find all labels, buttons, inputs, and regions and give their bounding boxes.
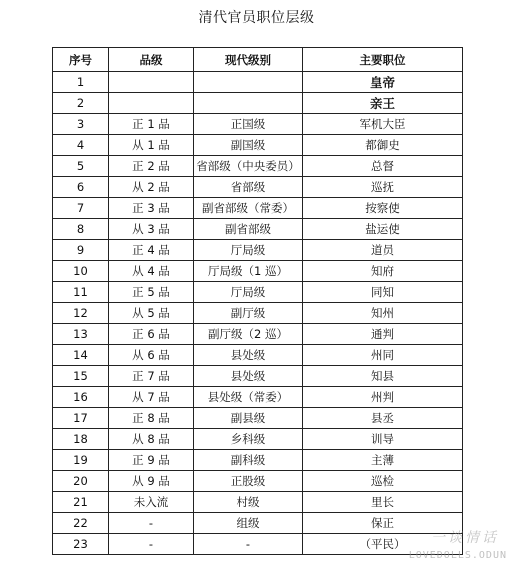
- table-row: [53, 282, 463, 303]
- cell-index: 13: [53, 324, 109, 345]
- cell-grade: 从 5 品: [109, 303, 194, 324]
- cell-grade: -: [109, 534, 194, 555]
- cell-modern-level: 副国级: [194, 135, 303, 156]
- cell-grade: 正 2 品: [109, 156, 194, 177]
- table-row: [53, 219, 463, 240]
- cell-modern-level: 县处级: [194, 366, 303, 387]
- cell-modern-level: -: [194, 534, 303, 555]
- cell-grade: 正 5 品: [109, 282, 194, 303]
- cell-modern-level: 村级: [194, 492, 303, 513]
- cell-modern-level: 副省部级（常委）: [194, 198, 303, 219]
- cell-main-post: 道员: [303, 240, 463, 261]
- cell-index: 16: [53, 387, 109, 408]
- cell-index: 20: [53, 471, 109, 492]
- cell-modern-level: [194, 72, 303, 93]
- header-main-post: 主要职位: [303, 48, 463, 72]
- cell-grade: 从 9 品: [109, 471, 194, 492]
- cell-grade: 从 8 品: [109, 429, 194, 450]
- cell-index: 4: [53, 135, 109, 156]
- cell-index: 3: [53, 114, 109, 135]
- cell-index: 12: [53, 303, 109, 324]
- cell-modern-level: 副厅级: [194, 303, 303, 324]
- cell-main-post: 皇帝: [303, 72, 463, 93]
- table-row: [53, 261, 463, 282]
- table-header: [53, 48, 463, 72]
- table-row: [53, 240, 463, 261]
- table-row: [53, 324, 463, 345]
- cell-main-post: 州判: [303, 387, 463, 408]
- cell-grade: 从 4 品: [109, 261, 194, 282]
- cell-main-post: 里长: [303, 492, 463, 513]
- table-row: [53, 387, 463, 408]
- cell-index: 22: [53, 513, 109, 534]
- table-row: [53, 93, 463, 114]
- cell-modern-level: [194, 93, 303, 114]
- cell-modern-level: 省部级（中央委员）: [194, 156, 303, 177]
- table-row: [53, 345, 463, 366]
- cell-index: 7: [53, 198, 109, 219]
- cell-grade: 从 3 品: [109, 219, 194, 240]
- cell-main-post: 保正: [303, 513, 463, 534]
- table-row: [53, 303, 463, 324]
- rank-table: [52, 47, 463, 555]
- header-modern-level: 现代级别: [194, 48, 303, 72]
- cell-modern-level: 厅局级（1 巡）: [194, 261, 303, 282]
- table-body: [53, 72, 463, 555]
- cell-index: 1: [53, 72, 109, 93]
- cell-modern-level: 组级: [194, 513, 303, 534]
- cell-grade: 正 7 品: [109, 366, 194, 387]
- table-row: [53, 114, 463, 135]
- cell-index: 19: [53, 450, 109, 471]
- cell-main-post: 总督: [303, 156, 463, 177]
- table-row: [53, 177, 463, 198]
- table-row: [53, 513, 463, 534]
- cell-index: 21: [53, 492, 109, 513]
- cell-index: 9: [53, 240, 109, 261]
- cell-grade: 正 4 品: [109, 240, 194, 261]
- watermark-bottom-text: LOVEDOLLS.ODUN: [408, 550, 507, 561]
- table-row: [53, 408, 463, 429]
- cell-grade: [109, 93, 194, 114]
- cell-grade: -: [109, 513, 194, 534]
- cell-modern-level: 厅局级: [194, 282, 303, 303]
- cell-main-post: 巡抚: [303, 177, 463, 198]
- document-title: 清代官员职位层级: [198, 10, 315, 26]
- cell-main-post: 州同: [303, 345, 463, 366]
- cell-modern-level: 厅局级: [194, 240, 303, 261]
- watermark-top-text: 一谈情话: [431, 530, 499, 546]
- cell-main-post: 县丞: [303, 408, 463, 429]
- cell-main-post: （平民）: [303, 534, 463, 555]
- cell-index: 17: [53, 408, 109, 429]
- table-row: [53, 156, 463, 177]
- cell-main-post: 主薄: [303, 450, 463, 471]
- cell-modern-level: 正股级: [194, 471, 303, 492]
- cell-modern-level: 正国级: [194, 114, 303, 135]
- cell-main-post: 知府: [303, 261, 463, 282]
- cell-grade: 正 9 品: [109, 450, 194, 471]
- cell-main-post: 知县: [303, 366, 463, 387]
- cell-grade: 从 1 品: [109, 135, 194, 156]
- cell-modern-level: 县处级: [194, 345, 303, 366]
- cell-main-post: 都御史: [303, 135, 463, 156]
- header-index: 序号: [53, 48, 109, 72]
- cell-grade: 未入流: [109, 492, 194, 513]
- table-row: [53, 198, 463, 219]
- cell-grade: 从 7 品: [109, 387, 194, 408]
- cell-modern-level: 副省部级: [194, 219, 303, 240]
- cell-modern-level: 副县级: [194, 408, 303, 429]
- cell-index: 10: [53, 261, 109, 282]
- cell-main-post: 亲王: [303, 93, 463, 114]
- cell-main-post: 同知: [303, 282, 463, 303]
- cell-main-post: 训导: [303, 429, 463, 450]
- cell-index: 15: [53, 366, 109, 387]
- table-row: [53, 366, 463, 387]
- cell-index: 2: [53, 93, 109, 114]
- cell-index: 8: [53, 219, 109, 240]
- table-row: [53, 429, 463, 450]
- table-row: [53, 135, 463, 156]
- cell-grade: 正 1 品: [109, 114, 194, 135]
- cell-grade: 正 6 品: [109, 324, 194, 345]
- cell-main-post: 军机大臣: [303, 114, 463, 135]
- cell-grade: 正 3 品: [109, 198, 194, 219]
- cell-grade: 正 8 品: [109, 408, 194, 429]
- cell-modern-level: 副科级: [194, 450, 303, 471]
- cell-index: 18: [53, 429, 109, 450]
- cell-main-post: 知州: [303, 303, 463, 324]
- cell-index: 11: [53, 282, 109, 303]
- table-row: [53, 492, 463, 513]
- cell-main-post: 盐运使: [303, 219, 463, 240]
- table-row: [53, 72, 463, 93]
- cell-main-post: 按察使: [303, 198, 463, 219]
- cell-grade: 从 6 品: [109, 345, 194, 366]
- cell-grade: 从 2 品: [109, 177, 194, 198]
- cell-main-post: 巡检: [303, 471, 463, 492]
- cell-index: 5: [53, 156, 109, 177]
- cell-modern-level: 乡科级: [194, 429, 303, 450]
- cell-modern-level: 县处级（常委）: [194, 387, 303, 408]
- cell-modern-level: 省部级: [194, 177, 303, 198]
- cell-index: 14: [53, 345, 109, 366]
- header-row: [53, 48, 463, 72]
- cell-grade: [109, 72, 194, 93]
- header-grade: 品级: [109, 48, 194, 72]
- table-row: [53, 534, 463, 555]
- cell-index: 6: [53, 177, 109, 198]
- table-row: [53, 450, 463, 471]
- table-row: [53, 471, 463, 492]
- cell-modern-level: 副厅级（2 巡）: [194, 324, 303, 345]
- cell-main-post: 通判: [303, 324, 463, 345]
- cell-index: 23: [53, 534, 109, 555]
